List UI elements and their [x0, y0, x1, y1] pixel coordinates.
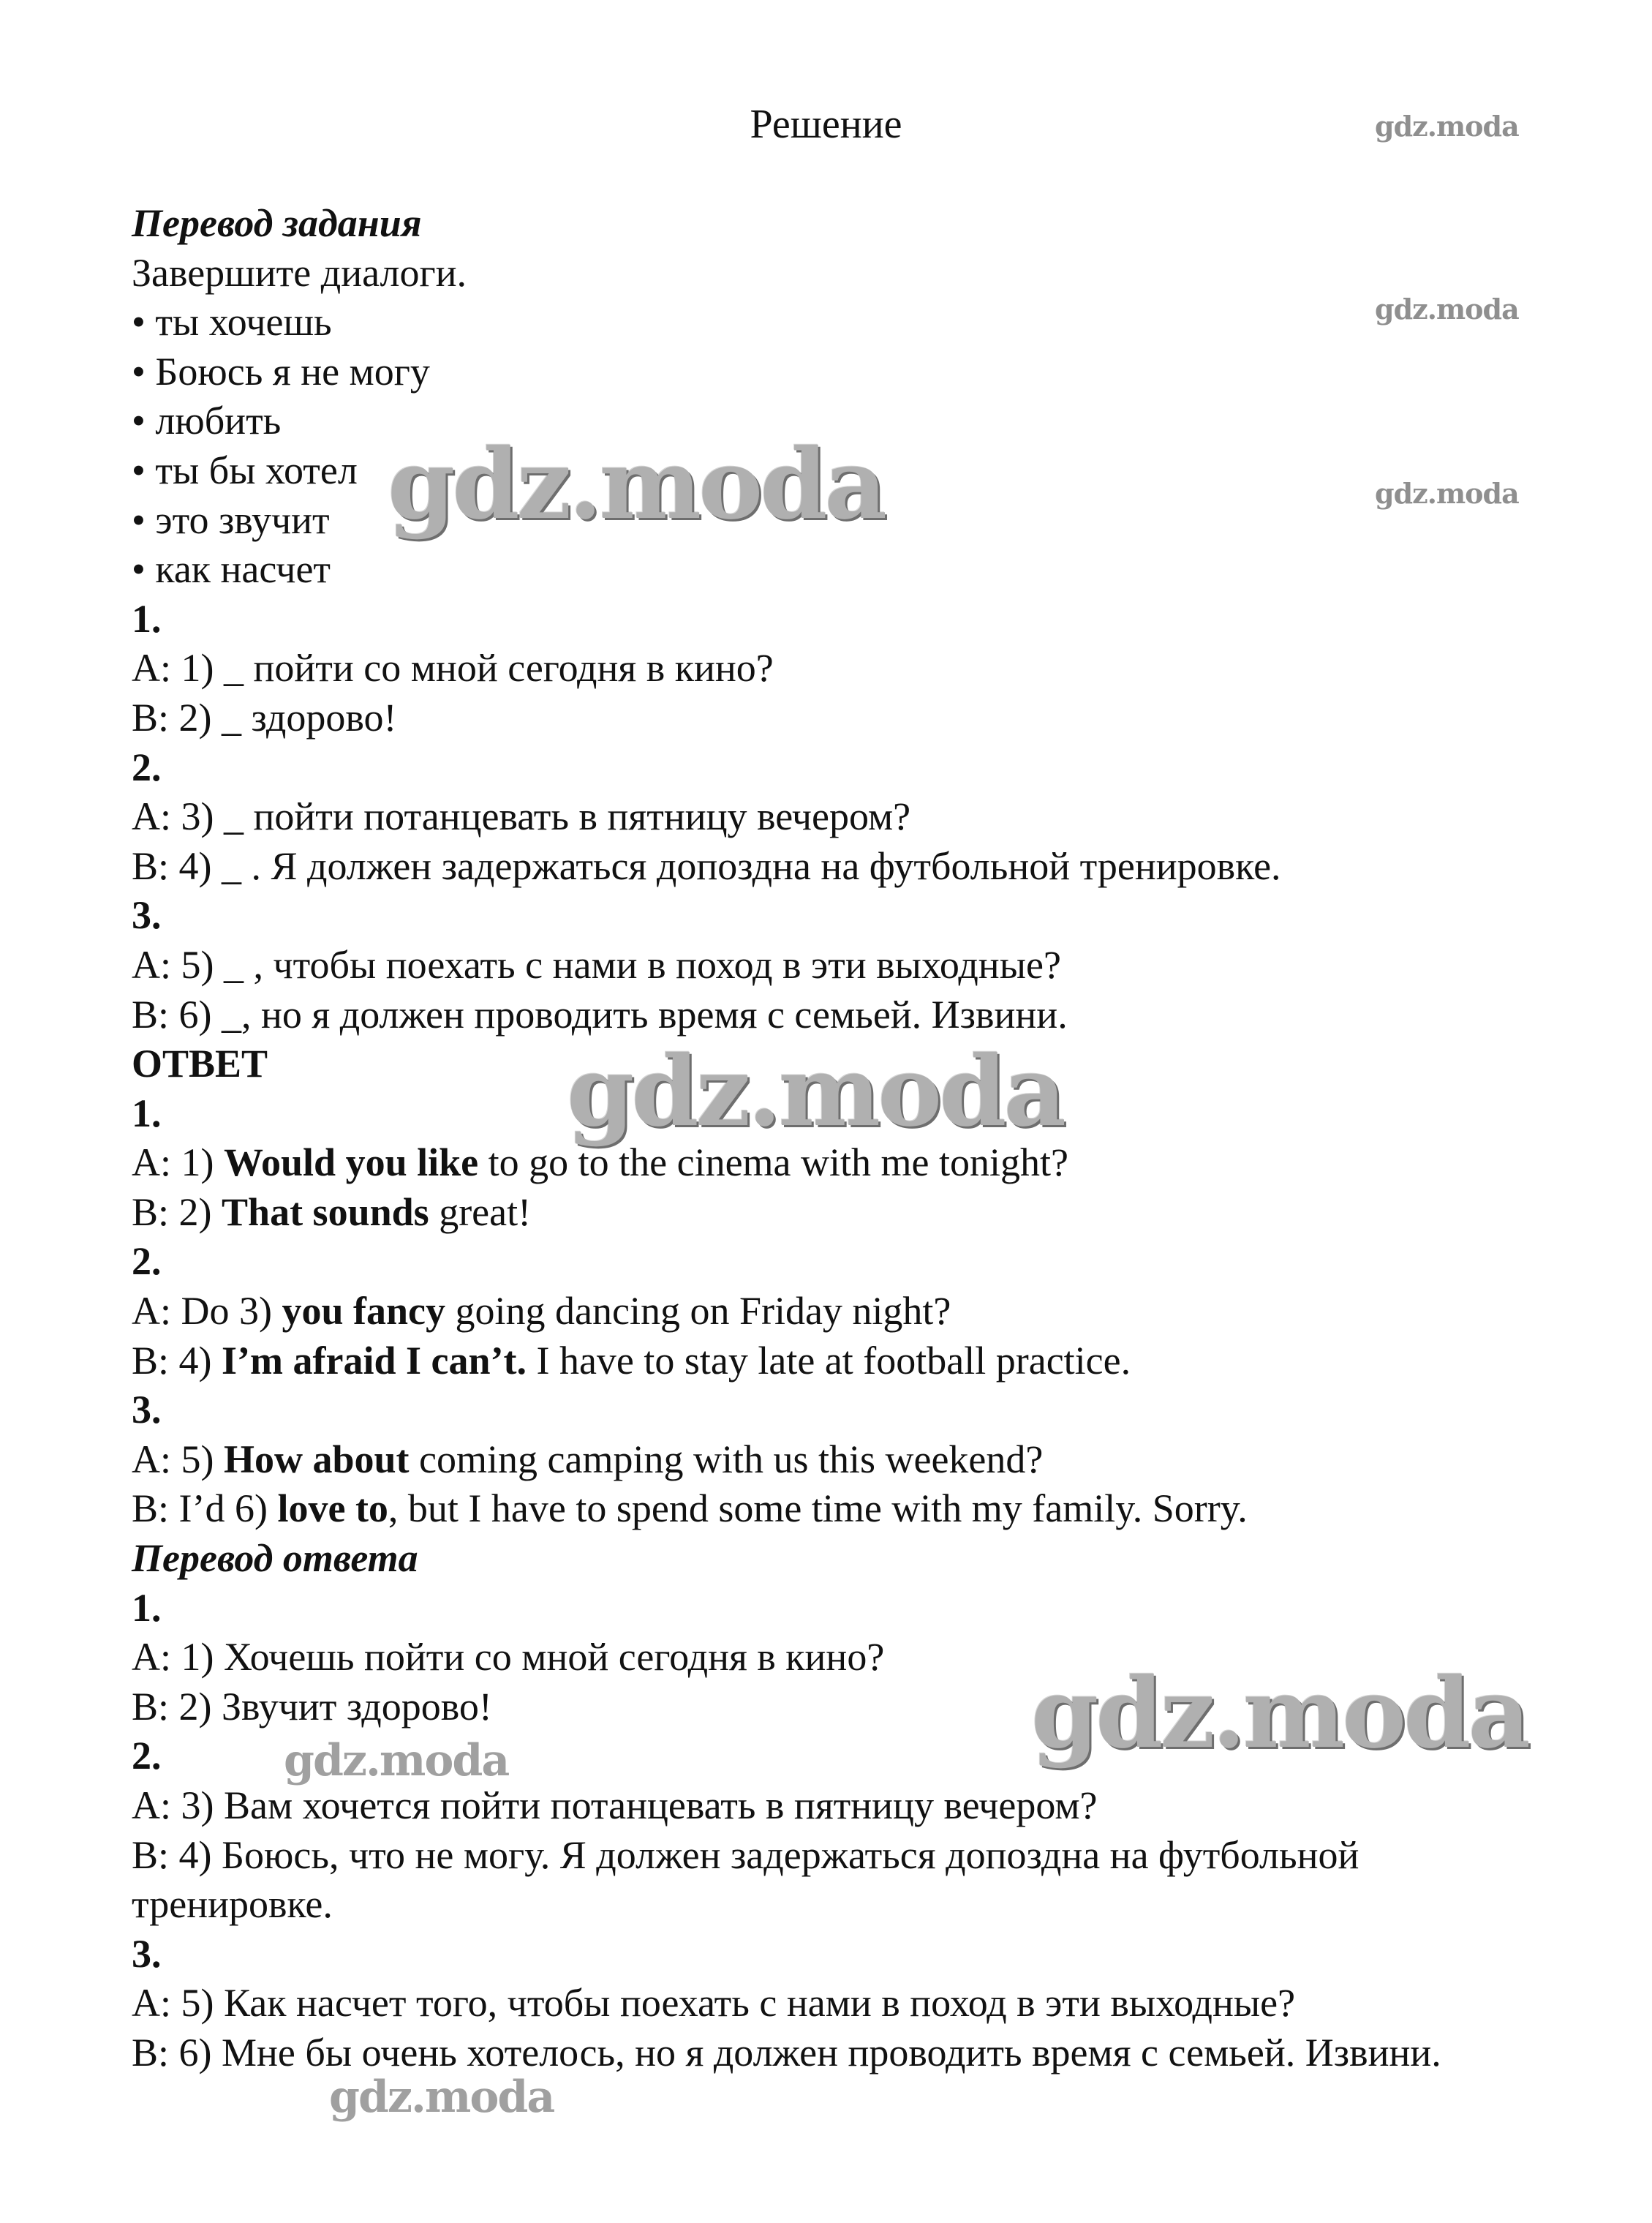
line-prefix: B: I’d 6)	[132, 1486, 278, 1531]
line-rest: to go to the cinema with me tonight?	[478, 1140, 1068, 1185]
watermark-logo: gdz.moda	[567, 1035, 1064, 1148]
answer-line	[132, 1484, 1536, 1534]
dialogue-number: 2.	[132, 1734, 162, 1778]
dialogue-line: A: 5) _ , чтобы поехать с нами в поход в эти выходные?	[132, 942, 1061, 987]
line-rest: going dancing on Friday night?	[445, 1289, 951, 1334]
watermark-logo: gdz.moda	[1031, 1657, 1528, 1770]
task-translation-heading: Перевод задания	[132, 201, 422, 245]
dialogue-line: A: 1) _ пойти со мной сегодня в кино?	[132, 646, 774, 691]
answer-translation-heading: Перевод ответа	[132, 1536, 418, 1581]
answer-line	[132, 1435, 1536, 1485]
line-rest: , but I have to spend some time with my family. Sorry.	[388, 1486, 1248, 1531]
dialogue-number: 1.	[132, 596, 162, 641]
answer-phrase: That sounds	[222, 1189, 429, 1234]
dialogue-line: B: 2) Звучит здорово!	[132, 1684, 492, 1729]
dialogue-line: A: 1) Хочешь пойти со мной сегодня в кино?	[132, 1635, 885, 1680]
option-bullet: • любить	[132, 399, 282, 443]
dialogue-line: A: 5) Как насчет того, чтобы поехать с нами в поход в эти выходные?	[132, 1981, 1296, 2025]
option-bullet: • Боюсь я не могу	[132, 349, 430, 394]
dialogue-number: 1.	[132, 1585, 162, 1630]
dialogue-number: 2.	[132, 1239, 162, 1284]
answer-line	[132, 1188, 1536, 1238]
dialogue-line: B: 6) Мне бы очень хотелось, но я должен проводить время с семьей. Извини.	[132, 2030, 1441, 2075]
answer-line	[132, 1287, 1536, 1336]
dialogue-line: B: 4) Боюсь, что не могу. Я должен задержаться допоздна на футбольной тренировке.	[132, 1832, 1359, 1927]
dialogue-line: A: 3) Вам хочется пойти потанцевать в пятницу вечером?	[132, 1783, 1098, 1827]
dialogue-line: B: 2) _ здорово!	[132, 695, 397, 740]
watermark-logo: gdz.moda	[284, 1735, 509, 1786]
dialogue-line: B: 4) _ . Я должен задержаться допоздна на футбольной тренировке.	[132, 843, 1281, 888]
watermark-logo: gdz.moda	[1375, 293, 1519, 326]
task-instruction: Завершите диалоги.	[132, 250, 467, 295]
line-rest: great!	[429, 1189, 532, 1234]
dialogue-number: 2.	[132, 745, 162, 789]
option-bullet: • это звучит	[132, 497, 330, 542]
dialogue-number: 3.	[132, 1388, 162, 1432]
answer-phrase: I’m afraid I can’t.	[222, 1338, 527, 1383]
line-rest: coming camping with us this weekend?	[409, 1437, 1044, 1481]
dialogue-number: 1.	[132, 1091, 162, 1135]
line-prefix: B: 2)	[132, 1189, 222, 1234]
dialogue-number: 3.	[132, 1931, 162, 1976]
watermark-logo: gdz.moda	[388, 428, 885, 541]
dialogue-line: A: 3) _ пойти потанцевать в пятницу вечером?	[132, 794, 911, 839]
option-bullet: • как насчет	[132, 547, 331, 592]
option-bullet: • ты хочешь	[132, 300, 332, 345]
answer-phrase: How about	[223, 1437, 410, 1481]
answer-line	[132, 1336, 1536, 1386]
line-prefix: A: 1)	[132, 1140, 224, 1185]
dialogue-line: B: 6) _, но я должен проводить время с семьей. Извини.	[132, 992, 1068, 1037]
answer-phrase: you fancy	[282, 1289, 445, 1334]
watermark-logo: gdz.moda	[1375, 110, 1519, 143]
line-prefix: B: 4)	[132, 1338, 222, 1383]
line-rest: I have to stay late at football practice.	[526, 1338, 1131, 1383]
watermark-logo: gdz.moda	[329, 2072, 554, 2123]
answer-phrase: Would you like	[223, 1140, 479, 1185]
page-title: Решение	[750, 102, 902, 147]
line-prefix: A: 5)	[132, 1437, 224, 1481]
answer-heading: ОТВЕТ	[132, 1042, 268, 1086]
watermark-logo: gdz.moda	[1375, 477, 1519, 510]
line-prefix: A: Do 3)	[132, 1289, 282, 1334]
option-bullet: • ты бы хотел	[132, 448, 358, 492]
answer-phrase: love to	[277, 1486, 388, 1531]
dialogue-number: 3.	[132, 893, 162, 938]
